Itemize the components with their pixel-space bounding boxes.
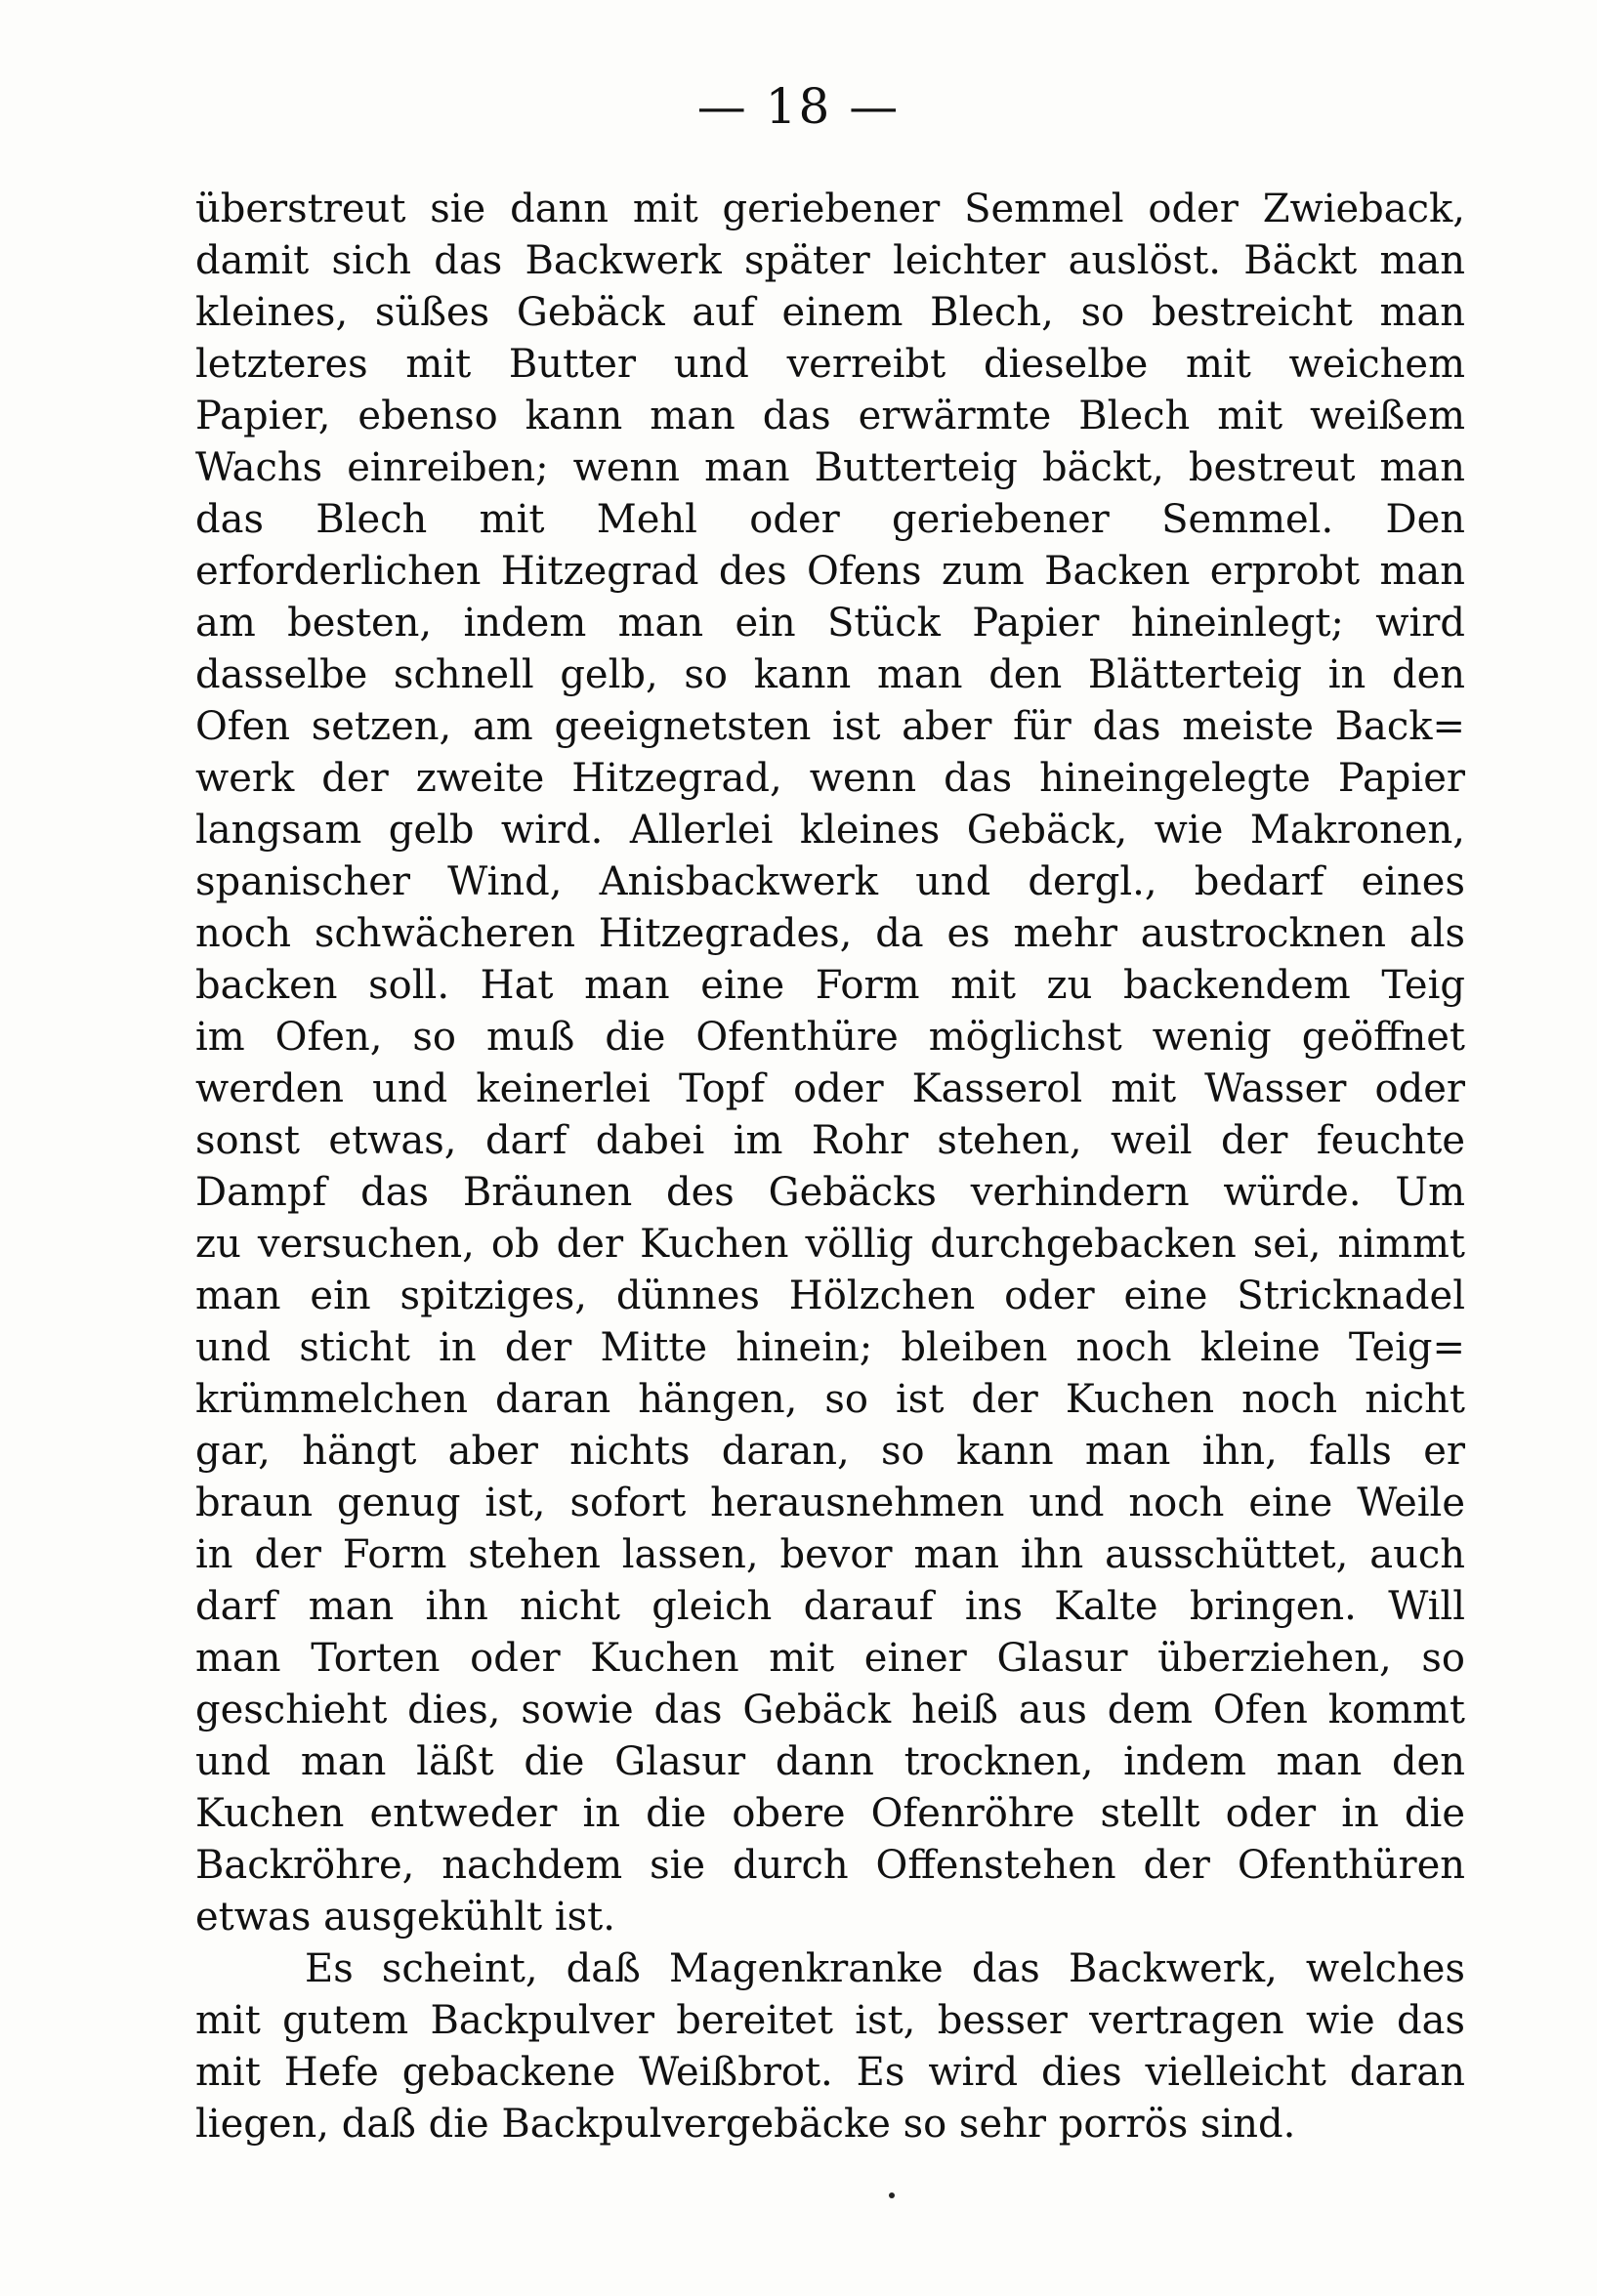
text-line: braun genug ist, sofort herausnehmen und noch eine Weile (195, 1481, 1465, 1525)
text-line: und sticht in der Mitte hinein; bleiben noch kleine Teig= (195, 1325, 1465, 1370)
text-line: im Ofen, so muß die Ofenthüre möglichst wenig geöffnet (195, 1015, 1465, 1060)
text-line: langsam gelb wird. Allerlei kleines Gebäck, wie Makronen, (195, 808, 1465, 853)
text-line: Ofen setzen, am geeignetsten ist aber für das meiste Back= (195, 704, 1465, 749)
text-line: krümmelchen daran hängen, so ist der Kuchen noch nicht (195, 1377, 1465, 1422)
text-line: Kuchen entweder in die obere Ofenröhre stellt oder in die (195, 1791, 1465, 1836)
text-line: kleines, süßes Gebäck auf einem Blech, so bestreicht man (195, 290, 1465, 335)
text-line: man ein spitziges, dünnes Hölzchen oder eine Stricknadel (195, 1273, 1465, 1318)
text-line: damit sich das Backwerk später leichter auslöst. Bäckt man (195, 238, 1465, 283)
page-number: — 18 — (696, 78, 901, 135)
text-line: liegen, daß die Backpulvergebäcke so sehr porrös sind. (195, 2102, 1296, 2147)
text-line: noch schwächeren Hitzegrades, da es mehr austrocknen als (195, 911, 1465, 956)
text-line: mit Hefe gebackene Weißbrot. Es wird dies vielleicht daran (195, 2050, 1465, 2095)
text-line: werk der zweite Hitzegrad, wenn das hineingelegte Papier (195, 756, 1465, 801)
text-line: gar, hängt aber nichts daran, so kann man ihn, falls er (195, 1429, 1465, 1474)
text-line: und man läßt die Glasur dann trocknen, indem man den (195, 1739, 1465, 1784)
text-line: Dampf das Bräunen des Gebäcks verhindern würde. Um (195, 1170, 1465, 1215)
text-line: Backröhre, nachdem sie durch Offenstehen der Ofenthüren (195, 1843, 1465, 1888)
text-line: überstreut sie dann mit geriebener Semmel oder Zwieback, (195, 187, 1465, 231)
text-line: mit gutem Backpulver bereitet ist, besser vertragen wie das (195, 1998, 1465, 2043)
text-line: geschieht dies, sowie das Gebäck heiß aus dem Ofen kommt (195, 1688, 1465, 1732)
text-line: Wachs einreiben; wenn man Butterteig bäckt, bestreut man (195, 445, 1465, 490)
text-line: Papier, ebenso kann man das erwärmte Blech mit weißem (195, 394, 1465, 438)
text-line: spanischer Wind, Anisbackwerk und dergl., bedarf eines (195, 859, 1465, 904)
text-line: man Torten oder Kuchen mit einer Glasur überziehen, so (195, 1636, 1465, 1681)
paragraph-digestion-note (195, 1943, 1465, 2150)
body-text (195, 184, 1465, 2150)
text-line: backen soll. Hat man eine Form mit zu backendem Teig (195, 963, 1465, 1008)
text-line: sonst etwas, darf dabei im Rohr stehen, weil der feuchte (195, 1118, 1465, 1163)
text-line: etwas ausgekühlt ist. (195, 1895, 615, 1940)
text-line: in der Form stehen lassen, bevor man ihn ausschüttet, auch (195, 1532, 1465, 1577)
text-line: Es scheint, daß Magenkranke das Backwerk, welches (305, 1946, 1465, 1991)
text-line: zu versuchen, ob der Kuchen völlig durchgebacken sei, nimmt (195, 1222, 1465, 1267)
paragraph-baking-instructions (195, 184, 1465, 1943)
text-line: dasselbe schnell gelb, so kann man den Blätterteig in den (195, 652, 1465, 697)
print-speck (889, 2192, 895, 2198)
text-line: darf man ihn nicht gleich darauf ins Kalte bringen. Will (195, 1584, 1465, 1629)
text-line: letzteres mit Butter und verreibt dieselbe mit weichem (195, 342, 1465, 387)
text-line: das Blech mit Mehl oder geriebener Semmel. Den (195, 497, 1465, 542)
text-line: am besten, indem man ein Stück Papier hineinlegt; wird (195, 601, 1465, 646)
text-line: werden und keinerlei Topf oder Kasserol mit Wasser oder (195, 1066, 1465, 1111)
text-line: erforderlichen Hitzegrad des Ofens zum Backen erprobt man (195, 549, 1465, 594)
